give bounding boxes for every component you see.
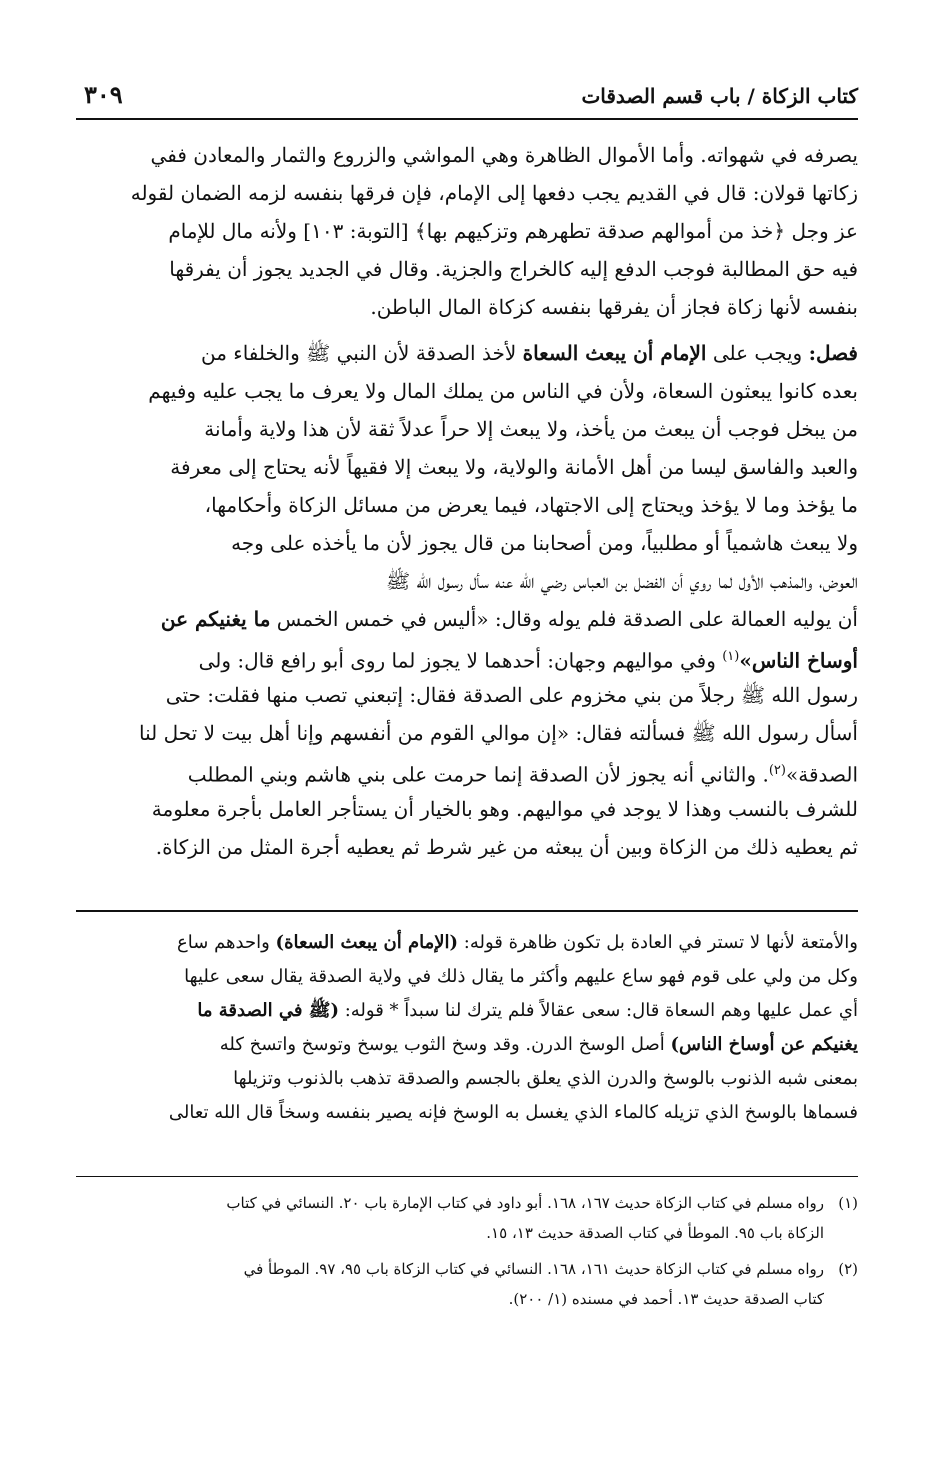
text-run: أصل الوسخ الدرن. وقد وسخ الثوب يوسخ وتوسخ واتسخ كله bbox=[219, 1034, 671, 1055]
text-line: رسول الله ﷺ رجلاً من بني مخزوم على الصدقة فقال: إتبعني تصب منها فقلت: حتى bbox=[165, 683, 858, 707]
bold-phrase: (الإمام أن يبعث السعاة) bbox=[275, 932, 459, 953]
footnote-number: (١) bbox=[838, 1194, 858, 1212]
bold-phrase: (ﷺ في الصدقة ما bbox=[197, 1000, 339, 1021]
text-line: والعبد والفاسق ليسا من أهل الأمانة والولاية، ولا يبعث إلا فقيهاً لأنه يحتاج إلى معرفة bbox=[170, 455, 858, 479]
bold-phrase: يغنيكم عن أوساخ الناس) bbox=[670, 1034, 858, 1055]
text-line bbox=[76, 1028, 858, 1062]
footnote bbox=[76, 1188, 858, 1248]
text-line: بنفسه لأنها زكاة فجاز أن يفرقها بنفسه كزكاة المال الباطن. bbox=[370, 295, 858, 319]
text-line bbox=[76, 752, 858, 790]
footnote-line: رواه مسلم في كتاب الزكاة حديث ١٦١، ١٦٨. النسائي في كتاب الزكاة باب ٩٥، ٩٧. الموطأ في bbox=[243, 1260, 824, 1278]
bold-phrase: الإمام أن يبعث السعاة bbox=[522, 341, 707, 365]
footnote-ref[interactable]: (٢) bbox=[768, 763, 786, 778]
text-line: بعده كانوا يبعثون السعاة، ولأن في الناس من يملك المال ولا يعرف ما يجب عليه وفيهم bbox=[148, 379, 858, 403]
text-line bbox=[76, 926, 858, 960]
text-line: ما يؤخذ وما لا يؤخذ ويحتاج إلى الاجتهاد، فيما يعرض من مسائل الزكاة وأحكامها، bbox=[204, 493, 858, 517]
bold-phrase: ما يغنيكم عن bbox=[160, 607, 271, 631]
text-run: لأخذ الصدقة لأن النبي ﷺ والخلفاء من bbox=[201, 341, 523, 365]
bold-phrase: أوساخ الناس» bbox=[739, 648, 858, 673]
text-line bbox=[76, 600, 858, 638]
footnote-number: (٢) bbox=[838, 1260, 858, 1278]
text-line: أسأل رسول الله ﷺ فسألته فقال: «إن موالي القوم من أنفسهم وإنا أهل بيت لا تحل لنا bbox=[139, 721, 858, 745]
main-paragraph-1 bbox=[76, 136, 858, 326]
footnote-line: كتاب الصدقة حديث ١٣. أحمد في مسنده (١/ ٢٠٠). bbox=[508, 1290, 824, 1308]
page-number: ٣٠٩ bbox=[84, 80, 123, 109]
footnote bbox=[76, 1254, 858, 1314]
text-line: عز وجل ﴿خذ من أموالهم صدقة تطهرهم وتزكيهم بها﴾ [التوبة: ١٠٣] ولأنه مال للإمام bbox=[168, 219, 858, 243]
main-divider bbox=[76, 910, 858, 912]
footnote-line: الزكاة باب ٩٥. الموطأ في كتاب الصدقة حديث ١٣، ١٥. bbox=[486, 1224, 824, 1242]
running-title: كتاب الزكاة / باب قسم الصدقات bbox=[581, 84, 858, 108]
text-line: فسماها بالوسخ الذي تزيله كالماء الذي يغسل به الوسخ فإنه يصير بنفسه وسخاً قال الله تعالى bbox=[168, 1102, 858, 1123]
text-line bbox=[76, 638, 858, 676]
footnotes-divider bbox=[76, 1176, 858, 1177]
text-line: العوض، والمذهب الأول لما روي أن الفضل بن العباس رضي الله عنه سأل رسول الله ﷺ bbox=[385, 569, 858, 593]
text-run: والأمتعة لأنها لا تستر في العادة بل تكون ظاهرة قوله: bbox=[458, 932, 858, 953]
text-line: للشرف بالنسب وهذا لا يوجد في مواليهم. وهو بالخيار أن يستأجر العامل بأجرة معلومة bbox=[151, 797, 858, 821]
text-line bbox=[76, 334, 858, 372]
section-lead: فصل: bbox=[808, 341, 858, 365]
text-line: ولا يبعث هاشمياً أو مطلبياً، ومن أصحابنا من قال يجوز لأن ما يأخذه على وجه bbox=[231, 531, 858, 555]
text-line: وكل من ولي على قوم فهو ساع عليهم وأكثر ما يقال ذلك في ولاية الصدقة يقال سعى عليها bbox=[184, 966, 858, 987]
page-header bbox=[76, 78, 858, 120]
footnote-ref[interactable]: (١) bbox=[722, 649, 740, 664]
text-run: أي عمل عليها وهم السعاة قال: سعى عقالاً فلم يترك لنا سبداً * قوله: bbox=[338, 1000, 858, 1021]
commentary-block bbox=[76, 926, 858, 1130]
text-run: الصدقة» bbox=[785, 762, 858, 787]
text-line: بمعنى شبه الذنوب بالوسخ والدرن الذي يعلق بالجسم والصدقة تذهب بالذنوب وتزيلها bbox=[233, 1068, 858, 1089]
text-run: واحدهم ساع bbox=[177, 932, 276, 953]
text-run: أن يوليه العمالة على الصدقة فلم يوله وقال: «أليس في خمس الخمس bbox=[270, 607, 858, 631]
text-line: من يبخل فوجب أن يبعث من يأخذ، ولا يبعث إلا حراً عدلاً ثقة لأن هذا ولاية وأمانة bbox=[204, 417, 858, 441]
text-run: . والثاني أنه يجوز لأن الصدقة إنما حرمت على بني هاشم وبني المطلب bbox=[187, 762, 769, 787]
text-line: يصرفه في شهواته. وأما الأموال الظاهرة وهي المواشي والزروع والثمار والمعادن ففي bbox=[150, 143, 858, 167]
text-line: ثم يعطيه ذلك من الزكاة وبين أن يبعثه من غير شرط ثم يعطيه أجرة المثل من الزكاة. bbox=[155, 835, 858, 859]
text-run: ويجب على bbox=[706, 341, 809, 365]
footnote-line: رواه مسلم في كتاب الزكاة حديث ١٦٧، ١٦٨. أبو داود في كتاب الإمارة باب ٢٠. النسائي في كتاب bbox=[226, 1194, 824, 1212]
footnotes bbox=[76, 1188, 858, 1314]
text-line: فيه حق المطالبة فوجب الدفع إليه كالخراج والجزية. وقال في الجديد يجوز أن يفرقها bbox=[169, 257, 858, 281]
main-paragraph-2 bbox=[76, 334, 858, 866]
text-line: زكاتها قولان: قال في القديم يجب دفعها إلى الإمام، فإن فرقها بنفسه لزمه الضمان لقوله bbox=[130, 181, 858, 205]
text-run: وفي مواليهم وجهان: أحدهما لا يجوز لما روى أبو رافع قال: ولى bbox=[198, 648, 723, 673]
text-line bbox=[76, 994, 858, 1028]
